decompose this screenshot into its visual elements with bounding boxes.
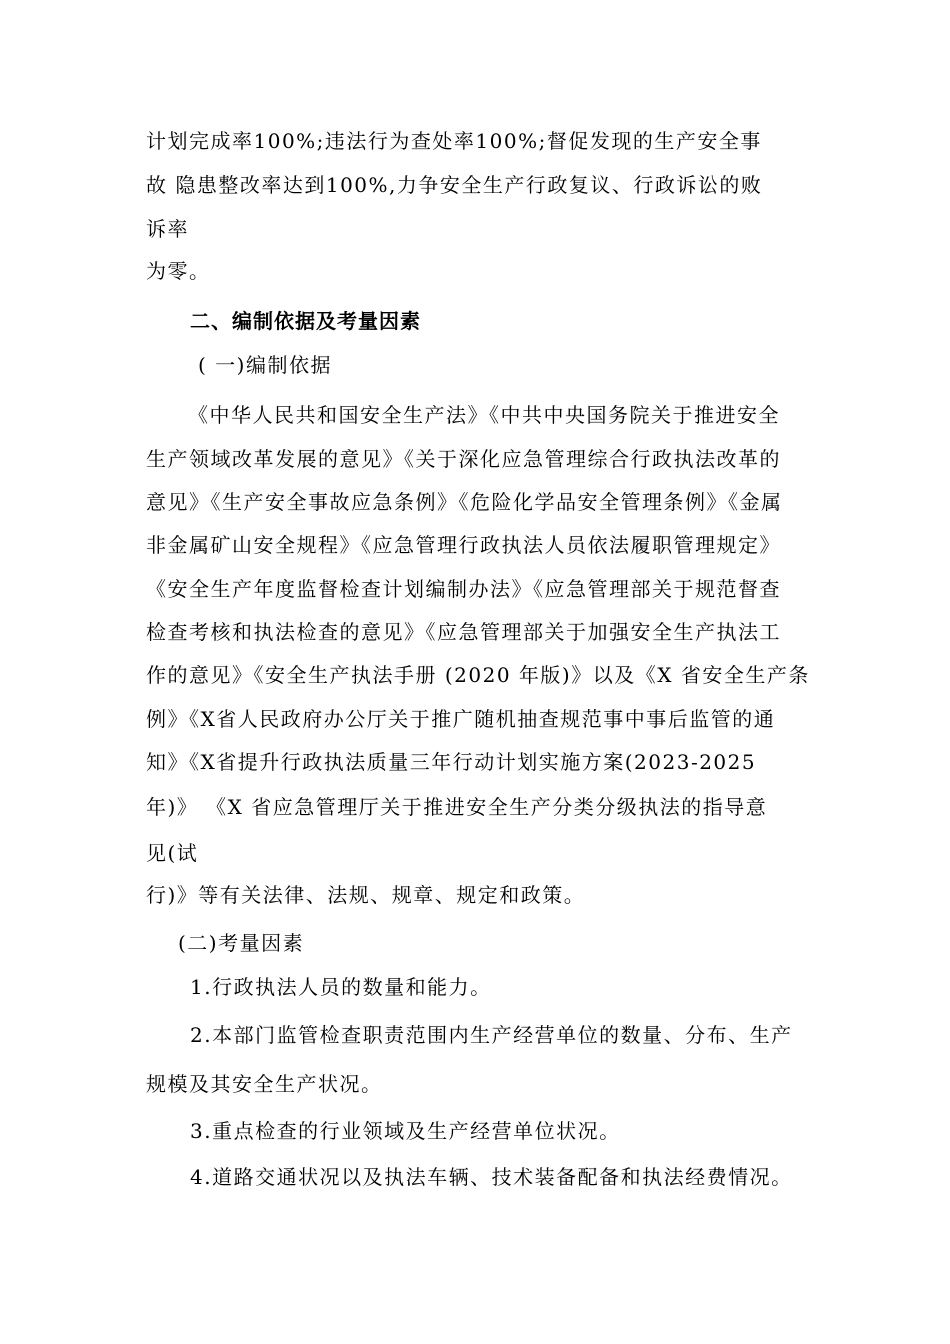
text-line: 年)》 《X 省应急管理厅关于推进安全生产分类分级执法的指导意 (146, 795, 768, 819)
list-item: 4.道路交通状况以及执法车辆、技术装备配备和执法经费情况。 (190, 1165, 793, 1189)
text-line: 为零。 (146, 259, 211, 283)
text-line: 计划完成率100%;违法行为查处率100%;督促发现的生产安全事 (146, 129, 762, 153)
text-line: 《安全生产年度监督检查计划编制办法》《应急管理部关于规范督查 (146, 577, 781, 601)
text-line: 知》《X省提升行政执法质量三年行动计划实施方案(2023-2025 (146, 750, 757, 774)
text-line: 例》《X省人民政府办公厅关于推广随机抽查规范事中事后监管的通 (146, 707, 776, 731)
text-line: 诉率 (146, 217, 189, 241)
text-line: 行)》等有关法律、法规、规章、规定和政策。 (146, 883, 586, 907)
subsection-heading: (二)考量因素 (178, 931, 305, 955)
text-line: 意见》《生产安全事故应急条例》《危险化学品安全管理条例》《金属 (146, 490, 783, 514)
text-line: 《中华人民共和国安全生产法》《中共中央国务院关于推进安全 (188, 403, 780, 427)
subsection-heading: ( 一)编制依据 (198, 353, 332, 377)
text-line: 作的意见》《安全生产执法手册 (2020 年版)》以及《X 省安全生产条 (146, 663, 810, 687)
text-line: 规模及其安全生产状况。 (146, 1072, 383, 1096)
list-item: 1.行政执法人员的数量和能力。 (190, 975, 492, 999)
text-line: 见(试 (146, 841, 199, 865)
text-line: 非金属矿山安全规程》《应急管理行政执法人员依法履职管理规定》 (146, 533, 781, 557)
list-item: 2.本部门监管检查职责范围内生产经营单位的数量、分布、生产 (190, 1023, 793, 1047)
section-heading: 二、编制依据及考量因素 (190, 309, 421, 333)
text-line: 故 隐患整改率达到100%,力争安全生产行政复议、行政诉讼的败 (146, 173, 763, 197)
list-item: 3.重点检查的行业领域及生产经营单位状况。 (190, 1119, 621, 1143)
text-line: 生产领域改革发展的意见》《关于深化应急管理综合行政执法改革的 (146, 447, 781, 471)
text-line: 检查考核和执法检查的意见》《应急管理部关于加强安全生产执法工 (146, 620, 781, 644)
